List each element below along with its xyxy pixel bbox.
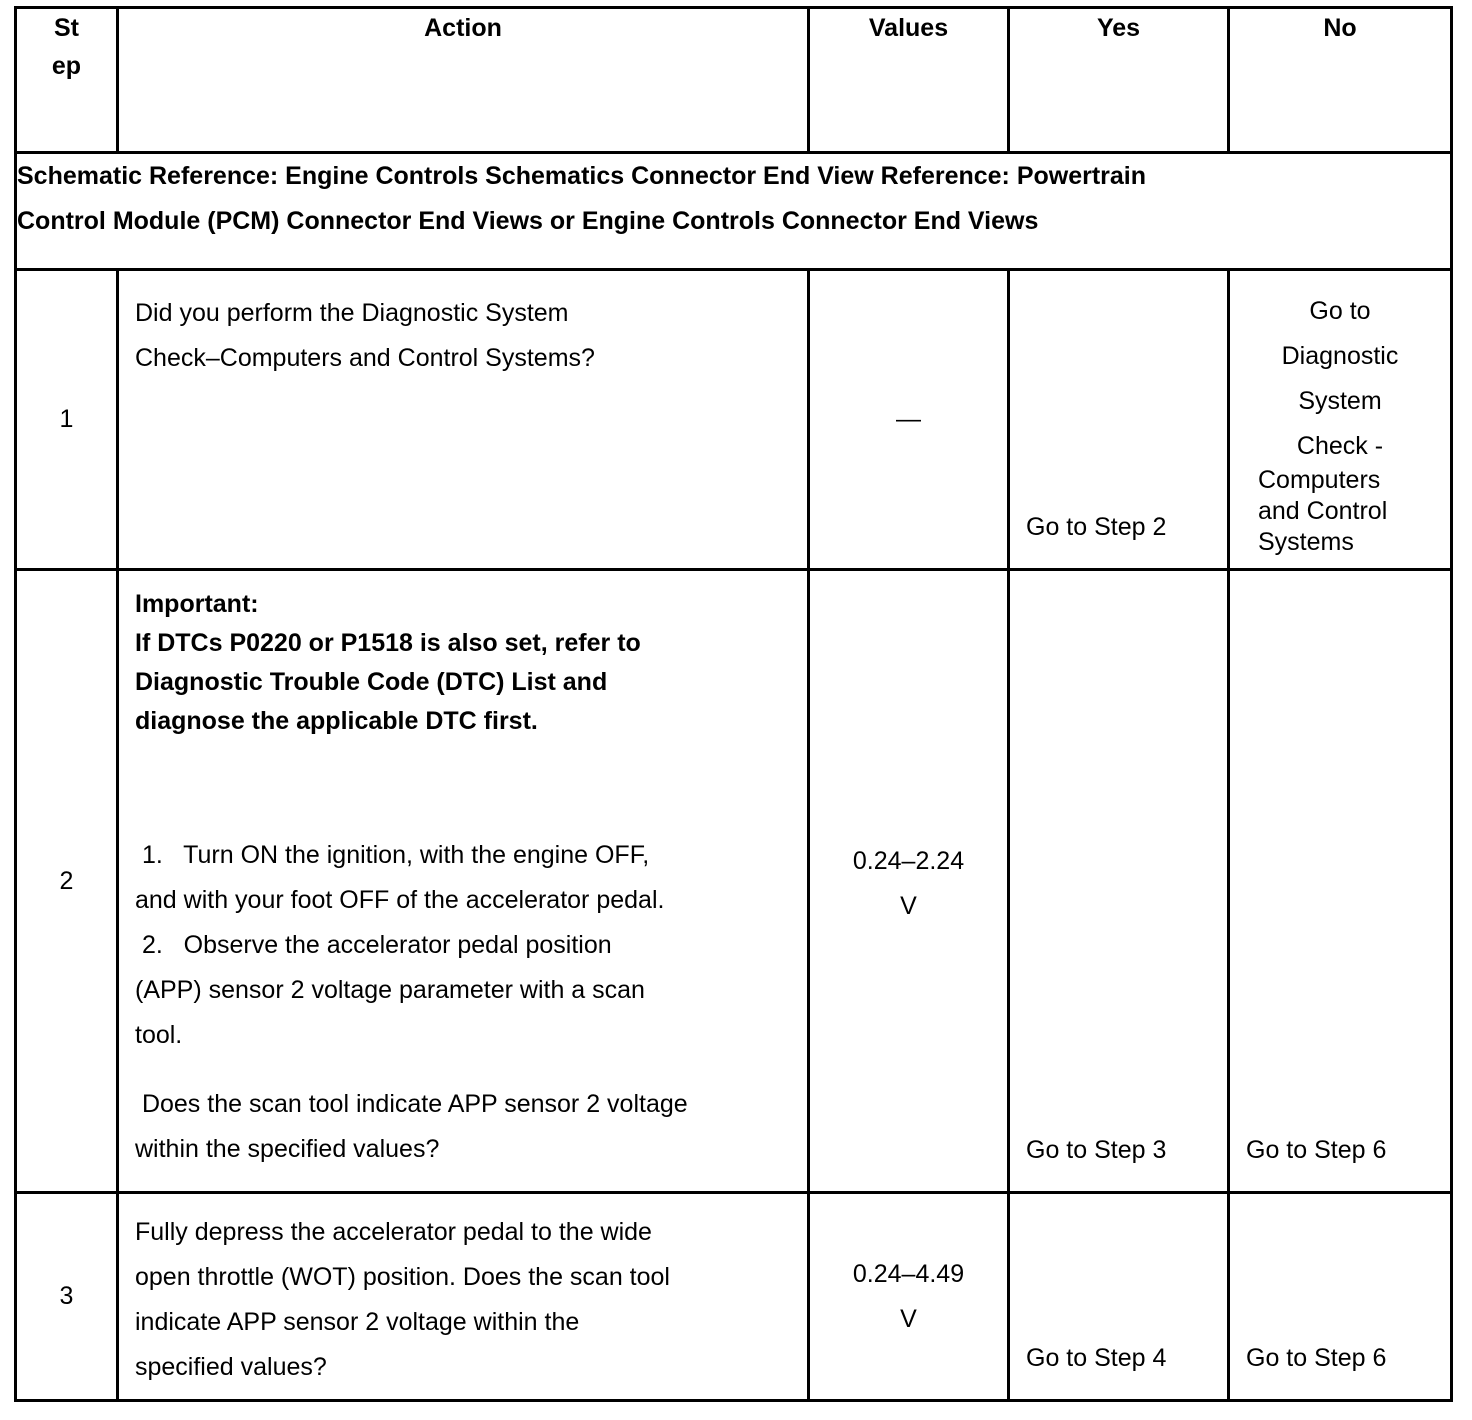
- important-label: Important:: [135, 590, 259, 618]
- list-item: tool.: [135, 1021, 183, 1049]
- list-item: 2. Observe the accelerator pedal position: [135, 931, 612, 959]
- reference-row: [16, 153, 1452, 270]
- header-no: No: [1229, 8, 1452, 153]
- no-cell: [1229, 270, 1452, 570]
- yes-cell: [1009, 270, 1229, 570]
- diagnostic-table: [14, 6, 1453, 1402]
- header-step: St ep: [16, 8, 118, 153]
- action-line: Did you perform the Diagnostic System: [135, 299, 569, 327]
- no-line: Go to: [1309, 297, 1371, 325]
- no-link[interactable]: [1246, 289, 1434, 558]
- table-row: [16, 570, 1452, 1193]
- action-cell: [118, 270, 809, 570]
- step-number: 3: [16, 1193, 118, 1401]
- yes-link[interactable]: Go to Step 3: [1026, 1136, 1167, 1164]
- list-item: and with your foot OFF of the accelerator pedal.: [135, 886, 665, 914]
- question: [135, 1082, 791, 1172]
- numbered-list: [135, 833, 791, 1058]
- list-item: 1. Turn ON the ignition, with the engine OFF,: [135, 841, 650, 869]
- schematic-reference: [16, 153, 1452, 270]
- value-line: 0.24–4.49: [852, 1259, 965, 1288]
- no-link[interactable]: Go to Step 6: [1246, 1136, 1387, 1164]
- value-unit: V: [900, 892, 917, 920]
- action-line: indicate APP sensor 2 voltage within the: [135, 1308, 580, 1336]
- table-row: [16, 1193, 1452, 1401]
- yes-link[interactable]: Go to Step 2: [1026, 513, 1167, 541]
- action-line: open throttle (WOT) position. Does the scan tool: [135, 1263, 670, 1291]
- header-yes: Yes: [1009, 8, 1229, 153]
- value-unit: V: [900, 1304, 917, 1333]
- important-text: Diagnostic Trouble Code (DTC) List and: [135, 668, 608, 696]
- step-number: 2: [16, 570, 118, 1193]
- action-line: Check–Computers and Control Systems?: [135, 344, 595, 372]
- list-item: (APP) sensor 2 voltage parameter with a scan: [135, 976, 645, 1004]
- no-line: and Control: [1258, 497, 1388, 525]
- value-line: 0.24–2.24: [852, 847, 965, 875]
- no-line: System: [1298, 387, 1382, 415]
- question-line: within the specified values?: [135, 1135, 440, 1163]
- yes-cell: [1009, 570, 1229, 1193]
- important-text: If DTCs P0220 or P1518 is also set, refer to: [135, 629, 641, 657]
- action-cell: [118, 570, 809, 1193]
- no-line: Computers: [1258, 466, 1381, 494]
- value-cell: [809, 1193, 1009, 1401]
- value-cell: —: [809, 270, 1009, 570]
- header-action: Action: [118, 8, 809, 153]
- important-text: diagnose the applicable DTC first.: [135, 707, 538, 735]
- no-line: Diagnostic: [1281, 342, 1399, 370]
- header-values: Values: [809, 8, 1009, 153]
- no-line: Systems: [1258, 528, 1354, 556]
- value-cell: [809, 570, 1009, 1193]
- no-link[interactable]: Go to Step 6: [1246, 1344, 1387, 1372]
- action-line: Fully depress the accelerator pedal to the wide: [135, 1218, 652, 1246]
- important-note: [135, 585, 791, 741]
- table-row: [16, 270, 1452, 570]
- action-line: specified values?: [135, 1353, 327, 1381]
- action-cell: [118, 1193, 809, 1401]
- header-row: [16, 8, 1452, 153]
- no-cell: [1229, 1193, 1452, 1401]
- reference-line-1: Schematic Reference: Engine Controls Schematics Connector End View Reference: Powertrain: [17, 162, 1147, 190]
- reference-line-2: Control Module (PCM) Connector End Views or Engine Controls Connector End Views: [17, 207, 1039, 235]
- yes-cell: [1009, 1193, 1229, 1401]
- question-line: Does the scan tool indicate APP sensor 2 voltage: [135, 1090, 688, 1118]
- step-number: 1: [16, 270, 118, 570]
- no-cell: [1229, 570, 1452, 1193]
- yes-link[interactable]: Go to Step 4: [1026, 1344, 1167, 1372]
- no-line: Check -: [1296, 432, 1384, 460]
